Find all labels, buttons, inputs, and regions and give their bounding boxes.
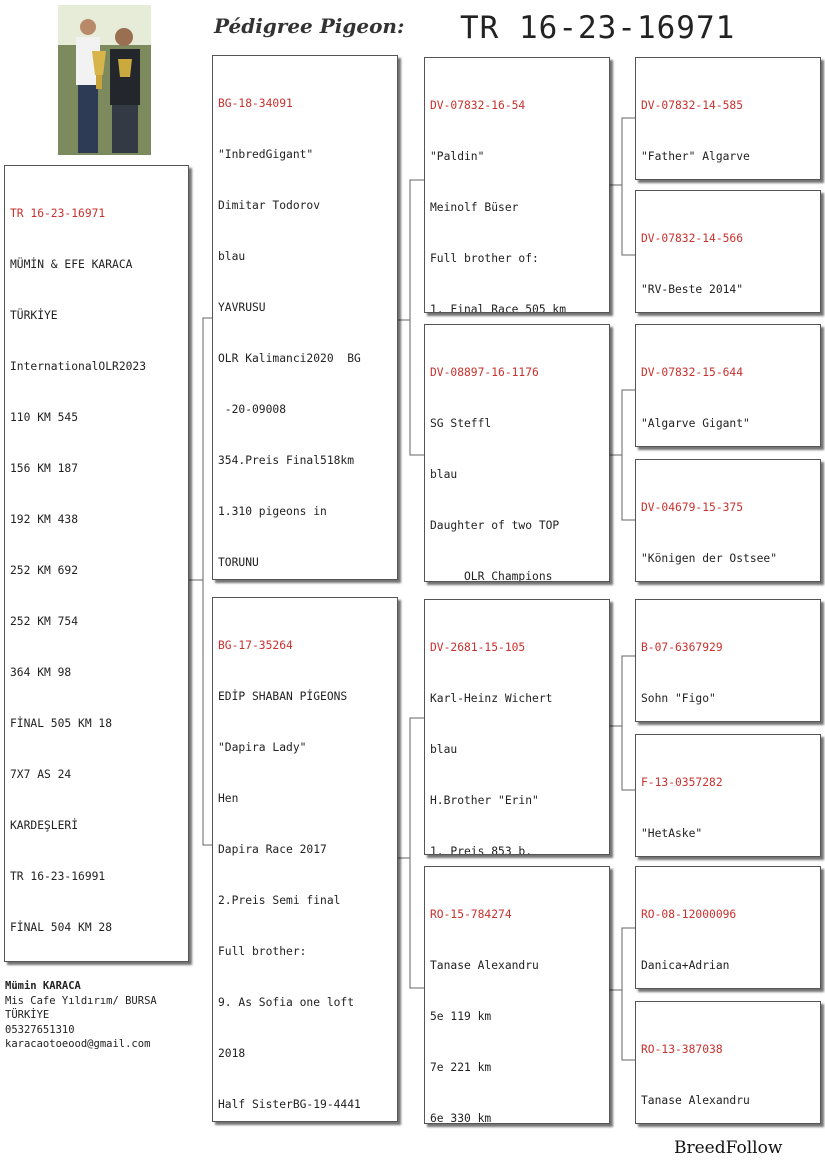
ring-number: DV-07832-14-566 [641, 232, 744, 245]
detail-line: 354.Preis Final518km [218, 454, 355, 467]
detail-line: 252 KM 754 [10, 615, 79, 628]
pedigree-card-sire-dam-sire [635, 324, 821, 447]
detail-line: 5e 119 km [430, 1010, 492, 1023]
pedigree-card-dam-dam-sire [635, 866, 821, 989]
owner-address: Mis Cafe Yıldırım/ BURSA [5, 994, 157, 1007]
detail-line: "HetAske" [641, 827, 703, 840]
detail-line: "Paldin" [430, 150, 485, 163]
detail-line: blau [218, 250, 246, 263]
detail-line: OLR Champions [430, 570, 553, 582]
detail-line: MÜMİN & EFE KARACA [10, 258, 133, 271]
pedigree-card-dam-dam [424, 866, 610, 1124]
pedigree-card-dam-sire-dam [635, 734, 821, 857]
pedigree-card-sire-sire-sire [635, 57, 821, 180]
detail-line: 1.310 pigeons in [218, 505, 327, 518]
detail-line: Full brother of: [430, 252, 539, 265]
owner-email[interactable]: karacaotoeood@gmail.com [5, 1038, 151, 1050]
detail-line: OLR Kalimanci2020 BG [218, 352, 361, 365]
detail-line: "InbredGigant" [218, 148, 314, 161]
ring-number: DV-04679-15-375 [641, 501, 744, 514]
pedigree-card-dam-sire [424, 599, 610, 855]
detail-line: Hen [218, 792, 239, 805]
detail-line: "Algarve Gigant" [641, 417, 750, 430]
detail-line: 156 KM 187 [10, 462, 79, 475]
owner-name: Mümin KARACA [5, 980, 81, 992]
pedigree-card-dam-dam-dam [635, 1001, 821, 1124]
detail-line: EDİP SHABAN PİGEONS [218, 690, 348, 703]
ring-number: B-07-6367929 [641, 641, 723, 654]
breeder-photo [58, 5, 151, 155]
owner-country: TÜRKİYE [5, 1009, 50, 1021]
detail-line: SG Steffl [430, 417, 492, 430]
detail-line: FİNAL 505 KM 18 [10, 717, 113, 730]
detail-line: TR 16-23-16991 [10, 870, 106, 883]
detail-line: Daughter of two TOP [430, 519, 560, 532]
pedigree-card-dam [212, 597, 398, 1122]
ring-number: TR 16-23-16971 [10, 207, 106, 220]
detail-line: Meinolf Büser [430, 201, 519, 214]
detail-line: "RV-Beste 2014" [641, 283, 744, 296]
detail-line: Dimitar Todorov [218, 199, 321, 212]
detail-line: TÜRKİYE [10, 309, 58, 322]
detail-line: "Father" Algarve [641, 150, 750, 163]
detail-line: Sohn "Figo" [641, 692, 716, 705]
pedigree-card-sire-sire-dam [635, 190, 821, 313]
detail-line: 2018 [218, 1047, 246, 1060]
detail-line: blau [430, 743, 458, 756]
pedigree-card-dam-sire-sire [635, 599, 821, 722]
detail-line: H.Brother "Erin" [430, 794, 539, 807]
ring-number: DV-07832-15-644 [641, 366, 744, 379]
detail-line: 252 KM 692 [10, 564, 79, 577]
ring-number: DV-08897-16-1176 [430, 366, 539, 379]
detail-line: 7e 221 km [430, 1061, 492, 1074]
detail-line: Danica+Adrian [641, 959, 730, 972]
pedigree-card-sire-dam [424, 324, 610, 582]
detail-line: 1. Preis 853 b. [430, 845, 533, 855]
ring-number: BG-17-35264 [218, 639, 293, 652]
detail-line: 1. Final Race 505 km [430, 303, 567, 313]
ring-number: DV-07832-16-54 [430, 99, 526, 112]
detail-line: 7X7 AS 24 [10, 768, 72, 781]
detail-line: 192 KM 438 [10, 513, 79, 526]
detail-line: "Dapira Lady" [218, 741, 307, 754]
detail-line: Karl-Heinz Wichert [430, 692, 553, 705]
detail-line: blau [430, 468, 458, 481]
brand-logo: BreedFollow [674, 1138, 783, 1158]
ring-number: RO-08-12000096 [641, 908, 737, 921]
detail-line: YAVRUSU [218, 301, 266, 314]
detail-line: Tanase Alexandru [641, 1094, 750, 1107]
ring-number: RO-13-387038 [641, 1043, 723, 1056]
detail-line: Full brother: [218, 945, 307, 958]
pedigree-ring-number: TR 16-23-16971 [460, 10, 736, 46]
detail-line: 110 KM 545 [10, 411, 79, 424]
detail-line: "Königen der Ostsee" [641, 552, 778, 565]
ring-number: DV-07832-14-585 [641, 99, 744, 112]
pedigree-label: Pédigree Pigeon: [214, 14, 405, 38]
ring-number: BG-18-34091 [218, 97, 293, 110]
owner-phone[interactable]: 05327651310 [5, 1023, 75, 1036]
detail-line: KARDEŞLERİ [10, 819, 79, 832]
pedigree-card-sire [212, 55, 398, 580]
pedigree-card-sire-dam-dam [635, 459, 821, 582]
detail-line: FİNAL 504 KM 28 [10, 921, 113, 934]
ring-number: RO-15-784274 [430, 908, 512, 921]
ring-number: DV-2681-15-105 [430, 641, 526, 654]
pedigree-card-subject [4, 165, 189, 962]
detail-line: 2.Preis Semi final [218, 894, 341, 907]
pedigree-card-sire-sire [424, 57, 610, 313]
detail-line: Dapira Race 2017 [218, 843, 327, 856]
ring-number: F-13-0357282 [641, 776, 723, 789]
detail-line: Tanase Alexandru [430, 959, 539, 972]
detail-line: Half SisterBG-19-4441 [218, 1098, 361, 1111]
detail-line: -20-09008 [218, 403, 287, 416]
detail-line: InternationalOLR2023 [10, 360, 147, 373]
detail-line: TORUNU [218, 556, 259, 569]
detail-line: 9. As Sofia one loft [218, 996, 355, 1009]
detail-line: 6e 330 km [430, 1112, 492, 1124]
detail-line: 364 KM 98 [10, 666, 72, 679]
owner-contact [5, 979, 157, 1052]
